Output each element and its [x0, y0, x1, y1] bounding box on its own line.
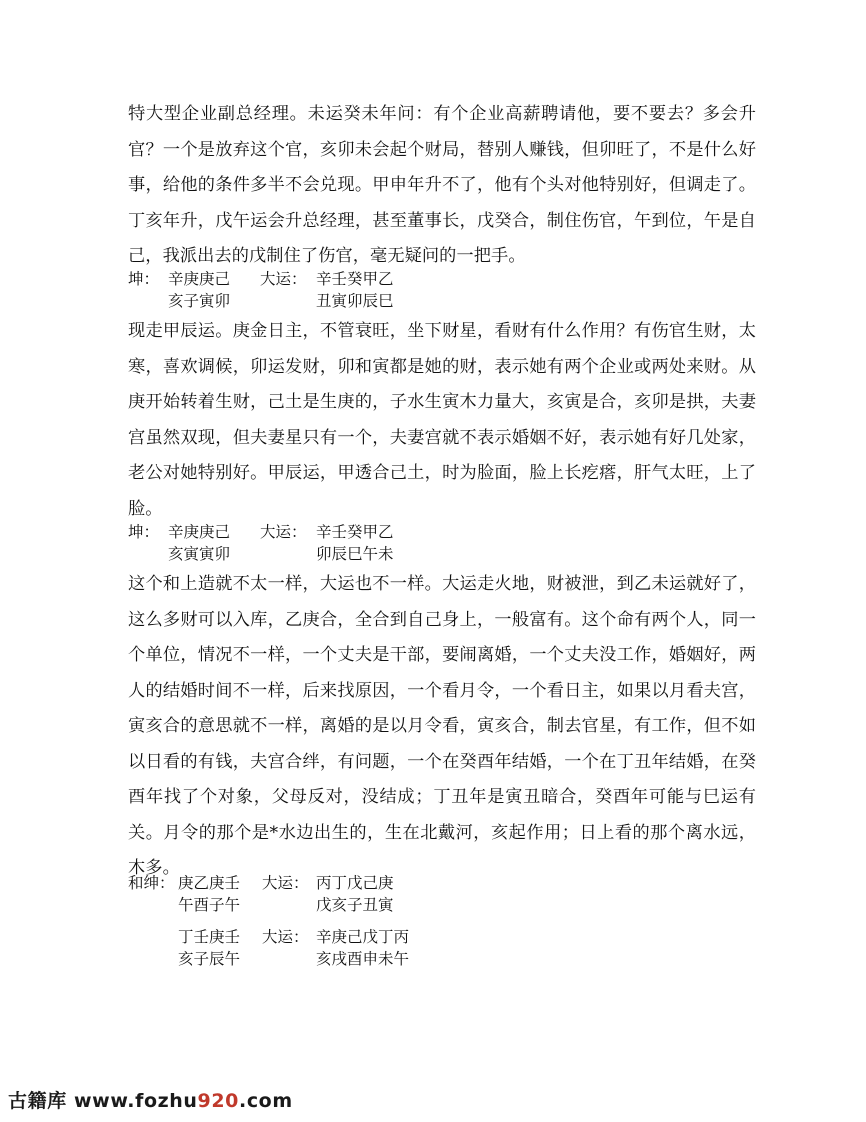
- dayun-label: 大运：: [262, 928, 309, 946]
- heavenly-stems: 辛庚庚己: [168, 523, 231, 541]
- dayun-label: 大运：: [262, 874, 309, 892]
- url-suffix: .com: [239, 1090, 293, 1112]
- heshen-chart-a: [128, 872, 394, 916]
- dayun-stems: 丙丁戊己庚: [316, 874, 394, 892]
- heavenly-stems: 丁壬庚壬: [178, 928, 241, 946]
- dayun-branches: 亥戌酉申未午: [316, 950, 410, 968]
- earthly-branches: 亥子辰午: [178, 950, 241, 968]
- chart-branches-row: [128, 948, 409, 970]
- chart-branches-row: [128, 543, 394, 565]
- url-number: 920: [197, 1090, 239, 1112]
- footer-watermark: [8, 1086, 293, 1113]
- dayun-label: 大运：: [260, 523, 307, 541]
- site-url: [74, 1090, 293, 1112]
- dayun-branches: 丑寅卯辰巳: [316, 292, 394, 310]
- dayun-label: 大运：: [260, 270, 307, 288]
- chart-label: 坤：: [128, 523, 160, 541]
- earthly-branches: 午酉子午: [178, 896, 241, 914]
- bazi-chart-1: [128, 268, 394, 312]
- chart-stems-row: [128, 926, 409, 948]
- bazi-chart-2: [128, 521, 394, 565]
- chart-stems-row: [128, 268, 394, 290]
- heavenly-stems: 庚乙庚壬: [178, 874, 241, 892]
- earthly-branches: 亥寅寅卯: [168, 545, 231, 563]
- paragraph-1: 特大型企业副总经理。未运癸未年问：有个企业高薪聘请他，要不要去？多会升官？一个是放弃这个官，亥卯未会起个财局，替别人赚钱，但卯旺了，不是什么好事，给他的条件多半不会兑现。甲申年升不了，他有个头对他特别好，但调走了。丁亥年升，戊午运会升总经理，甚至董事长，戊癸合，制住伤官，午到位，午是自己，我派出去的戊制住了伤官，毫无疑问的一把手。: [128, 104, 756, 266]
- dayun-branches: 戊亥子丑寅: [316, 896, 394, 914]
- url-prefix: www.fozhu: [74, 1090, 198, 1112]
- paragraph-2: 现走甲辰运。庚金日主，不管衰旺，坐下财星，看财有什么作用？有伤官生财，太寒，喜欢调候，卯运发财，卯和寅都是她的财，表示她有两个企业或两处来财。从庚开始转着生财，己土是生庚的，子水生寅木力量大，亥寅是合，亥卯是拱，夫妻宫虽然双现，但夫妻星只有一个，夫妻宫就不表示婚姻不好，表示她有好几处家，老公对她特别好。甲辰运，甲透合己土，时为脸面，脸上长疙瘩，肝气太旺，上了脸。: [128, 321, 756, 519]
- heshen-label: 和绅：: [128, 874, 175, 892]
- chart-stems-row: [128, 872, 394, 894]
- dayun-stems: 辛庚己戊丁丙: [316, 928, 410, 946]
- heavenly-stems: 辛庚庚己: [168, 270, 231, 288]
- chart-branches-row: [128, 290, 394, 312]
- heshen-chart-b: [128, 926, 409, 970]
- chart-label: 坤：: [128, 270, 160, 288]
- site-name: 古籍库: [8, 1090, 67, 1112]
- chart-branches-row: [128, 894, 394, 916]
- chart-stems-row: [128, 521, 394, 543]
- dayun-stems: 辛壬癸甲乙: [316, 523, 394, 541]
- dayun-branches: 卯辰巳午未: [316, 545, 394, 563]
- paragraph-3: 这个和上造就不太一样，大运也不一样。大运走火地，财被泄，到乙未运就好了，这么多财可以入库，乙庚合，全合到自己身上，一般富有。这个命有两个人，同一个单位，情况不一样，一个丈夫是干部，要闹离婚，一个丈夫没工作，婚姻好，两人的结婚时间不一样，后来找原因，一个看月令，一个看日主，如果以月看夫宫，寅亥合的意思就不一样，离婚的是以月令看，寅亥合，制去官星，有工作，但不如以日看的有钱，夫宫合绊，有问题，一个在癸酉年结婚，一个在丁丑年结婚，在癸酉年找了个对象，父母反对，没结成；丁丑年是寅丑暗合，癸酉年可能与巳运有关。月令的那个是*水边出生的，生在北戴河，亥起作用；日上看的那个离水远，木多。: [128, 574, 756, 878]
- earthly-branches: 亥子寅卯: [168, 292, 231, 310]
- dayun-stems: 辛壬癸甲乙: [316, 270, 394, 288]
